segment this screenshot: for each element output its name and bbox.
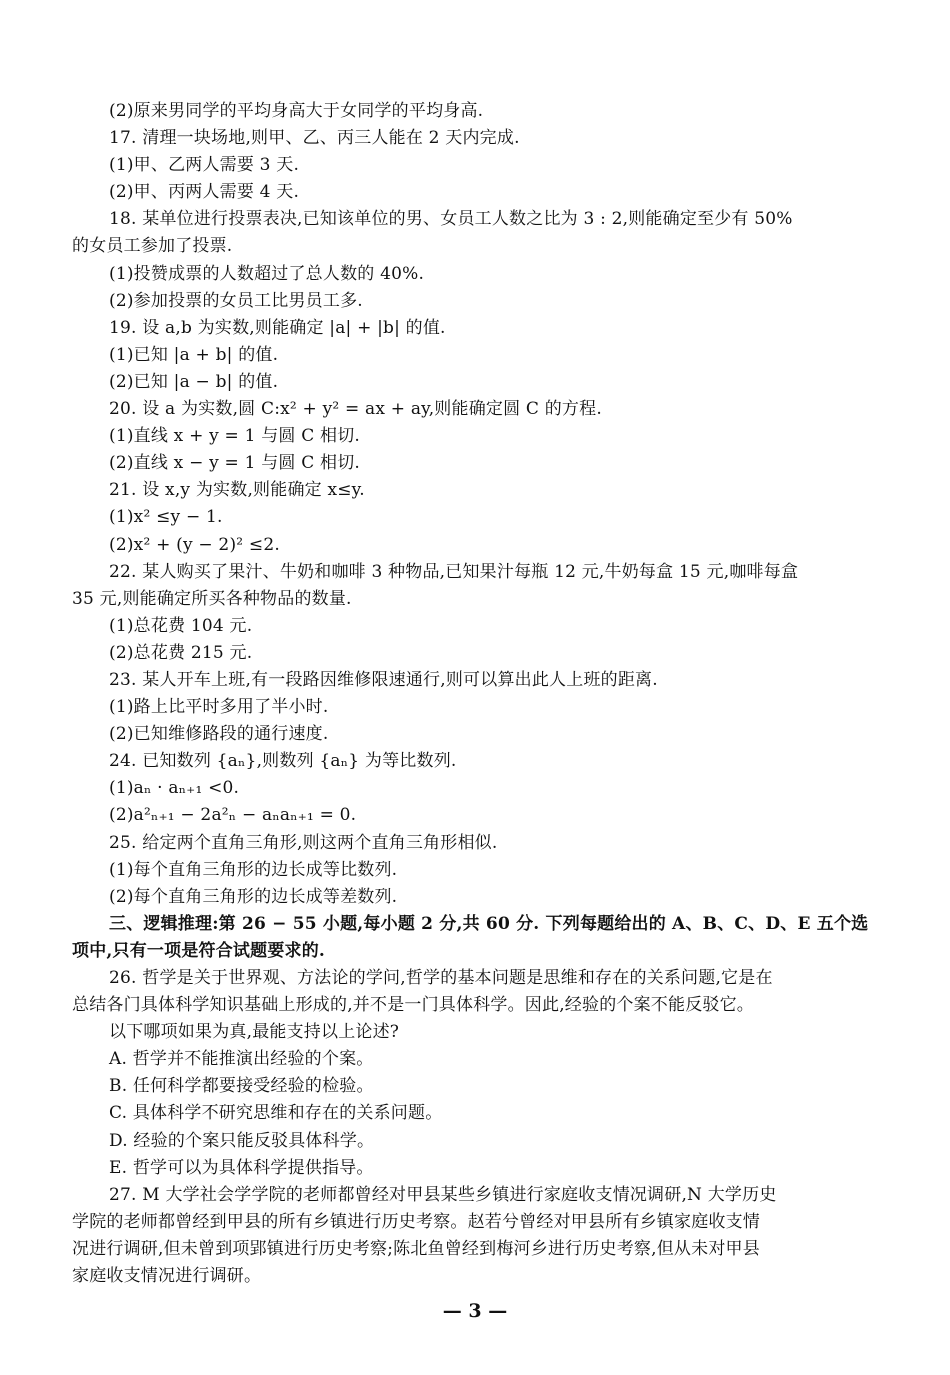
question-26-option-d: D. 经验的个案只能反驳具体科学。 [109,1130,375,1151]
question-26-prompt: 以下哪项如果为真,最能支持以上论述? [109,1022,400,1043]
question-23-condition-1: (1)路上比平时多用了半小时. [109,697,329,718]
question-21-stem: 21. 设 x,y 为实数,则能确定 x≤y. [109,480,365,501]
question-22-condition-1: (1)总花费 104 元. [109,615,253,636]
page-content [72,98,872,1290]
question-24-condition-2: (2)a²ₙ₊₁ − 2a²ₙ − aₙaₙ₊₁ = 0. [109,805,357,826]
question-26-option-c: C. 具体科学不研究思维和存在的关系问题。 [109,1103,443,1124]
question-17-condition-1: (1)甲、乙两人需要 3 天. [109,155,300,176]
question-18-condition-1: (1)投赞成票的人数超过了总人数的 40%. [109,263,425,284]
section-heading-cont: 项中,只有一项是符合试题要求的. [72,940,326,961]
question-17-condition-2: (2)甲、丙两人需要 4 天. [109,182,300,203]
question-21-condition-2: (2)x² + (y − 2)² ≤2. [109,534,280,555]
question-23-condition-2: (2)已知维修路段的通行速度. [109,724,329,745]
question-19-condition-1: (1)已知 |a + b| 的值. [109,344,279,365]
question-24-condition-1: (1)aₙ · aₙ₊₁ <0. [109,778,240,799]
question-18-stem: 18. 某单位进行投票表决,已知该单位的男、女员工人数之比为 3 : 2,则能确定至少有 50% [109,209,793,230]
question-26-stem: 26. 哲学是关于世界观、方法论的学问,哲学的基本问题是思维和存在的关系问题,它是在 [109,968,773,988]
question-26-option-e: E. 哲学可以为具体科学提供指导。 [109,1157,374,1178]
section-heading: 三、逻辑推理:第 26 − 55 小题,每小题 2 分,共 60 分. 下列每题给出的 A、B、C、D、E 五个选 [109,913,869,934]
question-22-condition-2: (2)总花费 215 元. [109,642,253,663]
page-number: — 3 — [442,1300,508,1322]
question-26-option-b: B. 任何科学都要接受经验的检验。 [109,1076,374,1097]
question-27-stem: 27. M 大学社会学学院的老师都曾经对甲县某些乡镇进行家庭收支情况调研,N 大学历史 [109,1184,777,1205]
question-27-stem-cont-3: 家庭收支情况进行调研。 [72,1266,262,1287]
question-20-stem: 20. 设 a 为实数,圆 C:x² + y² = ax + ay,则能确定圆 C 的方程. [109,399,602,420]
question-24-stem: 24. 已知数列 {aₙ},则数列 {aₙ} 为等比数列. [109,751,457,772]
question-19-stem: 19. 设 a,b 为实数,则能确定 |a| + |b| 的值. [109,317,446,338]
question-18-condition-2: (2)参加投票的女员工比男员工多. [109,290,363,311]
question-27-stem-cont-1: 学院的老师都曾经到甲县的所有乡镇进行历史考察。赵若兮曾经对甲县所有乡镇家庭收支情 [72,1211,760,1232]
question-20-condition-2: (2)直线 x − y = 1 与圆 C 相切. [109,453,361,474]
question-23-stem: 23. 某人开车上班,有一段路因维修限速通行,则可以算出此人上班的距离. [109,669,658,690]
question-25-condition-1: (1)每个直角三角形的边长成等比数列. [109,859,398,880]
question-25-stem: 25. 给定两个直角三角形,则这两个直角三角形相似. [109,832,498,853]
question-19-condition-2: (2)已知 |a − b| 的值. [109,371,279,392]
question-27-stem-cont-2: 况进行调研,但未曾到项郢镇进行历史考察;陈北鱼曾经到梅河乡进行历史考察,但从未对甲县 [72,1238,760,1259]
question-22-stem-cont: 35 元,则能确定所买各种物品的数量. [72,588,352,609]
question-21-condition-1: (1)x² ≤y − 1. [109,507,223,528]
question-20-condition-1: (1)直线 x + y = 1 与圆 C 相切. [109,426,361,447]
question-25-condition-2: (2)每个直角三角形的边长成等差数列. [109,886,398,907]
question-26-stem-cont: 总结各门具体科学知识基础上形成的,并不是一门具体科学。因此,经验的个案不能反驳它。 [72,995,755,1016]
text-line: (2)原来男同学的平均身高大于女同学的平均身高. [109,101,484,121]
question-18-stem-cont: 的女员工参加了投票. [72,236,233,257]
question-17-stem: 17. 清理一块场地,则甲、乙、丙三人能在 2 天内完成. [109,128,520,149]
question-22-stem: 22. 某人购买了果汁、牛奶和咖啡 3 种物品,已知果汁每瓶 12 元,牛奶每盒 15 元,咖啡每盒 [109,561,799,582]
question-26-option-a: A. 哲学并不能推演出经验的个案。 [109,1049,374,1070]
